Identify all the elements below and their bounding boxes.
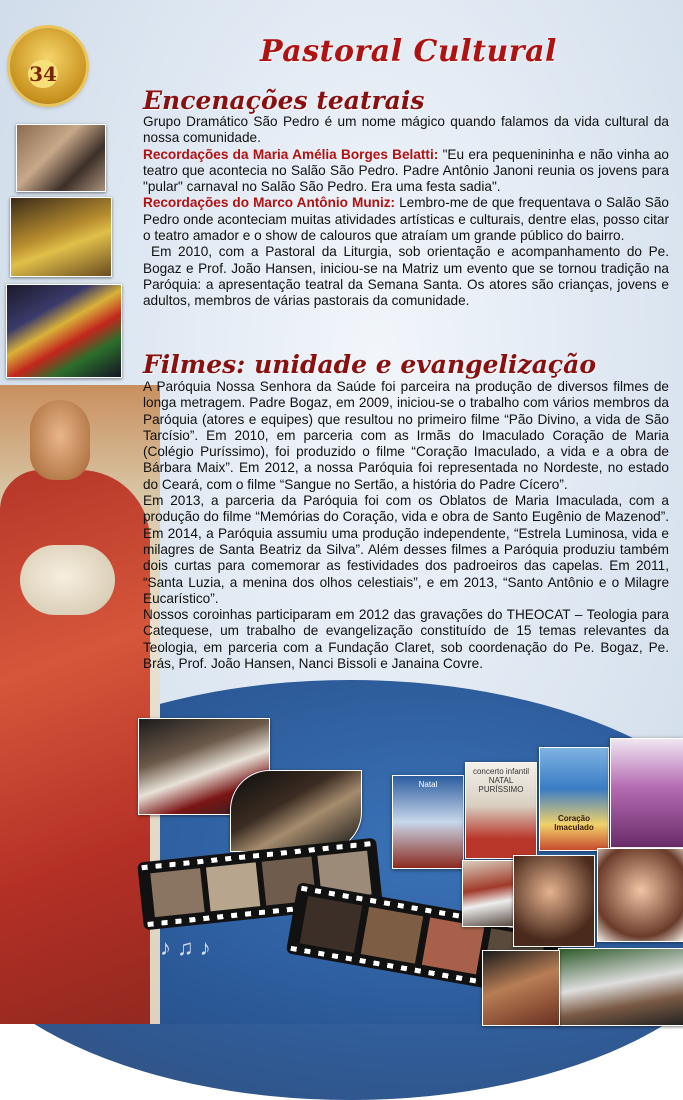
cover-movie-4 bbox=[610, 738, 683, 848]
quote-label-marco: Recordações do Marco Antônio Muniz: bbox=[143, 195, 396, 211]
theatre-paragraph-2 bbox=[143, 147, 669, 196]
film-frame-6 bbox=[361, 907, 423, 964]
section-films-text bbox=[143, 379, 669, 672]
photo-children-costumes bbox=[10, 197, 112, 277]
film-frame-5 bbox=[300, 896, 362, 953]
section-theatre-text bbox=[143, 114, 669, 310]
photo-actor-cross bbox=[230, 770, 362, 852]
quote-text-marco: Lembro-me de que frequentava o Salão São Pedro onde aconteciam muitas atividades artísticas e culturais, dentre elas, posso citar o teatro amador e o show de calouros que atraíam um grande público do bairro. bbox=[143, 195, 669, 244]
film-frame-1 bbox=[150, 868, 204, 917]
films-paragraph-1: A Paróquia Nossa Senhora da Saúde foi parceira na produção de diversos filmes de longa metragem. Padre Bogaz, em 2009, iniciou-se o trabalho com vários membros da Paróquia (atores e equipes) que resultou no primeiro filme “Pão Divino, a vida de São Tarcísio”. Em 2010, em parceria com as Irmãs do Imaculado Coração de Maria (Colégio Puríssimo), foi produzido o filme “Coração Imaculado, a vida e a obra de Bárbara Maix”. Em 2012, a nossa Paróquia foi representada no Nordeste, no estado do Ceará, com o filme “Sangue no Sertão, a história do Padre Cícero”. bbox=[143, 379, 669, 492]
photo-procession-street bbox=[558, 948, 683, 1026]
quote-label-maria: Recordações da Maria Amélia Borges Belatti: bbox=[143, 146, 439, 162]
cover-natal-title: Natal bbox=[418, 780, 438, 789]
photo-smiling-girls bbox=[513, 855, 595, 947]
lamb-image bbox=[20, 545, 115, 615]
films-paragraph-2: Em 2013, a parceria da Paróquia foi com os Oblatos de Maria Imaculada, com a produção do filme “Memórias do Coração, vida e obra de Santo Eugênio de Mazenod”. Em 2014, a Paróquia assumiu uma produção independente, “Estrela Luminosa, vida e milagres de Santa Beatriz da Silva”. Além desses filmes a Paróquia produziu também dois curtas para comemorar as festividades dos padroeiros das capelas. Em 2011, “Santa Luzia, a menina dos olhos celestiais”, e em 2013, “Santo Antônio e o Milagre Eucarístico”. bbox=[143, 493, 669, 606]
cover-concerto bbox=[465, 762, 537, 859]
cover-coracao-imaculado bbox=[539, 747, 609, 851]
page-title: Pastoral Cultural bbox=[260, 34, 557, 69]
film-frame-2 bbox=[206, 862, 260, 911]
theatre-paragraph-1: Grupo Dramático São Pedro é um nome mágico quando falamos da vida cultural da nossa comunidade. bbox=[143, 114, 669, 146]
music-notes-decoration: ♪ ♫ ♪ bbox=[160, 935, 211, 960]
quote-text-maria: "Eu era pequenininha e não vinha ao teatro que acontecia no Salão São Pedro. Padre Antônio Janoni reunia os jovens para "pular" carnaval no Salão São Pedro. Era uma festa sadia". bbox=[143, 146, 669, 195]
theatre-paragraph-4: Em 2010, com a Pastoral da Liturgia, sob orientação e acompanhamento do Pe. Bogaz e Prof. João Hansen, iniciou-se na Matriz um evento que se tornou tradição na Paróquia: a apresentação teatral da Semana Santa. Os atores são crianças, jovens e adultos, membros de várias pastorais da comunidade. bbox=[143, 244, 669, 309]
photo-woman-glasses bbox=[597, 848, 683, 942]
cover-coracao-title: Coração Imaculado bbox=[554, 814, 594, 832]
jesus-face bbox=[30, 400, 90, 480]
section-heading-theatre: Encenações teatrais bbox=[143, 86, 425, 115]
photo-flags-procession bbox=[6, 284, 122, 378]
theatre-paragraph-3 bbox=[143, 195, 669, 244]
page-number: 34 bbox=[29, 62, 57, 86]
section-heading-films: Filmes: unidade e evangelização bbox=[143, 350, 597, 379]
cover-concerto-title: concerto infantil NATAL PURÍSSIMO bbox=[472, 767, 530, 794]
photo-actors-outdoor bbox=[16, 124, 106, 192]
films-paragraph-3: Nossos coroinhas participaram em 2012 das gravações do THEOCAT – Teologia para Catequese, um trabalho de evangelização constituído de 15 temas relevantes da Teologia, em parceria com a Fundação Claret, sob coordenação do Pe. Bogaz, Pe. Brás, Prof. João Hansen, Nanci Bissoli e Janaina Covre. bbox=[143, 607, 669, 672]
cover-natal bbox=[392, 775, 464, 869]
photo-priest-scene bbox=[482, 950, 560, 1026]
